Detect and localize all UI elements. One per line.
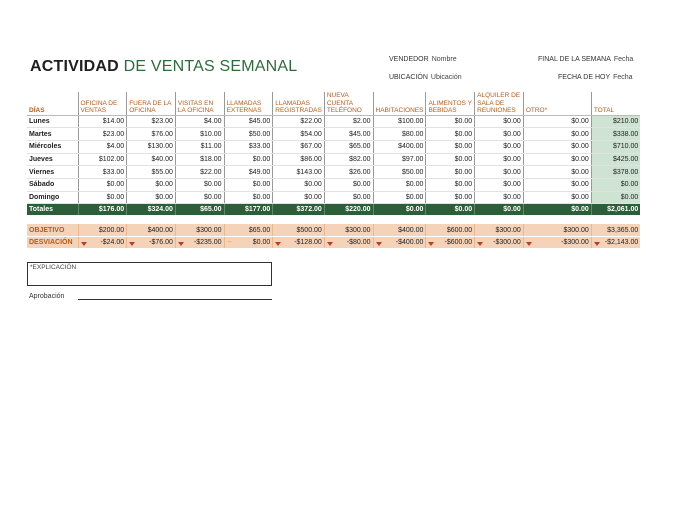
table-cell[interactable]: [523, 153, 591, 166]
fecha-hoy-value[interactable]: Fecha: [613, 74, 633, 81]
deviation-cell[interactable]: [591, 236, 640, 248]
cell-value: $0.00: [571, 168, 589, 176]
deviation-cell[interactable]: [523, 236, 591, 248]
column-header: LLAMADAS REGISTRADAS: [273, 92, 325, 115]
fecha-hoy-field[interactable]: [558, 74, 633, 81]
deviation-cell[interactable]: [224, 236, 273, 248]
deviation-cell[interactable]: [127, 236, 176, 248]
table-cell[interactable]: [175, 140, 224, 153]
cell-value: -$24.00: [100, 239, 125, 247]
cell-value: -$235.00: [193, 239, 222, 247]
table-cell[interactable]: [224, 153, 273, 166]
table-cell[interactable]: [324, 153, 373, 166]
day-row-label: [27, 140, 78, 153]
cell-value: -$400.00: [395, 239, 424, 247]
final-semana-label: FINAL DE LA SEMANA: [538, 56, 611, 63]
cell-value: $50.00: [248, 130, 271, 138]
cell-value: DESVIACIÓN: [29, 239, 73, 247]
cell-value: $0.00: [571, 206, 589, 214]
cell-value: $0.00: [204, 181, 222, 189]
day-row: [27, 178, 640, 191]
table-cell[interactable]: [426, 178, 475, 191]
sales-activity-table: [27, 92, 640, 248]
cell-value: $0.00: [352, 181, 371, 189]
cell-value: $200.00: [98, 226, 125, 234]
cell-value: $67.00: [300, 143, 322, 151]
cell-value: $378.00: [613, 168, 639, 176]
total-cell[interactable]: [426, 204, 475, 216]
cell-value: $22.00: [300, 117, 322, 125]
final-semana-field[interactable]: [538, 56, 633, 63]
cell-value: -$128.00: [294, 239, 322, 247]
table-cell[interactable]: [523, 178, 591, 191]
cell-value: $425.00: [613, 155, 639, 163]
down-arrow-icon: [178, 242, 184, 246]
vendedor-field[interactable]: [389, 56, 457, 63]
table-cell[interactable]: [591, 166, 640, 179]
table-cell[interactable]: [273, 166, 325, 179]
table-cell[interactable]: [224, 178, 273, 191]
objective-cell[interactable]: [273, 224, 325, 236]
cell-value: $0.00: [252, 239, 271, 247]
day-row: [27, 140, 640, 153]
table-cell[interactable]: [475, 128, 524, 141]
cell-value: $0.00: [252, 155, 271, 163]
cell-value: $33.00: [102, 168, 125, 176]
fecha-hoy-label: FECHA DE HOY: [558, 74, 611, 81]
spacer-cell: [27, 215, 640, 224]
cell-value: $102.00: [98, 155, 125, 163]
table-cell[interactable]: [127, 140, 176, 153]
deviation-cell[interactable]: [324, 236, 373, 248]
totals-row-label: [27, 204, 78, 216]
title-bold: ACTIVIDAD: [30, 58, 119, 75]
equal-arrows-icon: ⇔: [226, 239, 233, 246]
cell-value: $0.00: [454, 206, 473, 214]
cell-value: Lunes: [29, 117, 50, 125]
cell-value: $0.00: [106, 181, 125, 189]
spacer-row: [27, 215, 640, 224]
cell-value: $100.00: [398, 117, 424, 125]
down-arrow-icon: [81, 242, 87, 246]
cell-value: -$2,143.00: [604, 239, 639, 247]
total-cell[interactable]: [224, 204, 273, 216]
cell-value: $0.00: [454, 143, 473, 151]
cell-value: $0.00: [571, 143, 589, 151]
cell-value: $324.00: [147, 206, 173, 214]
cell-value: $0.00: [571, 117, 589, 125]
cell-value: $45.00: [248, 117, 271, 125]
vendedor-label: VENDEDOR: [389, 56, 429, 63]
total-cell[interactable]: [175, 204, 224, 216]
cell-value: $500.00: [296, 226, 322, 234]
day-row-label: [27, 115, 78, 128]
column-header: NUEVA CUENTA TELÉFONO: [324, 92, 373, 115]
cell-value: $0.00: [204, 193, 222, 201]
total-cell[interactable]: [373, 204, 426, 216]
cell-value: $2,061.00: [607, 206, 639, 214]
cell-value: $86.00: [300, 155, 322, 163]
deviation-cell[interactable]: [426, 236, 475, 248]
explanation-label: *EXPLICACIÓN: [30, 264, 77, 271]
column-header: ALIMENTOS Y BEBIDAS: [426, 92, 475, 115]
table-cell[interactable]: [475, 191, 524, 204]
vendedor-value[interactable]: Nombre: [431, 56, 457, 63]
totals-row: [27, 204, 640, 216]
table-cell[interactable]: [373, 153, 426, 166]
cell-value: $23.00: [102, 130, 125, 138]
down-arrow-icon: [594, 242, 600, 246]
objective-cell[interactable]: [127, 224, 176, 236]
table-cell[interactable]: [475, 153, 524, 166]
total-cell[interactable]: [273, 204, 325, 216]
day-row: [27, 166, 640, 179]
table-cell[interactable]: [175, 128, 224, 141]
cell-value: Viernes: [29, 168, 55, 176]
table-cell[interactable]: [224, 166, 273, 179]
table-cell[interactable]: [591, 191, 640, 204]
total-cell[interactable]: [127, 204, 176, 216]
cell-value: $130.00: [147, 143, 173, 151]
cell-value: $0.00: [405, 193, 424, 201]
table-cell[interactable]: [78, 140, 127, 153]
cell-value: $0.00: [106, 193, 125, 201]
table-cell[interactable]: [373, 178, 426, 191]
cell-value: $3,365.00: [607, 226, 639, 234]
approval-line[interactable]: [78, 299, 272, 300]
table-cell[interactable]: [224, 128, 273, 141]
table-cell[interactable]: [273, 178, 325, 191]
objective-cell[interactable]: [475, 224, 524, 236]
column-header: OTRO*: [523, 92, 591, 115]
cell-value: $0.00: [620, 181, 639, 189]
cell-value: $22.00: [200, 168, 222, 176]
cell-value: Jueves: [29, 155, 53, 163]
objetivo-row: [27, 224, 640, 236]
table-cell[interactable]: [426, 140, 475, 153]
total-cell[interactable]: [78, 204, 127, 216]
cell-value: $0.00: [503, 143, 521, 151]
cell-value: $143.00: [296, 168, 322, 176]
cell-value: OBJETIVO: [29, 226, 65, 234]
cell-value: -$300.00: [561, 239, 589, 247]
cell-value: $300.00: [563, 226, 589, 234]
deviation-cell[interactable]: [475, 236, 524, 248]
cell-value: $10.00: [200, 130, 222, 138]
table-cell[interactable]: [224, 115, 273, 128]
cell-value: $0.00: [252, 193, 271, 201]
desviacion-row: [27, 236, 640, 248]
table-cell[interactable]: [373, 115, 426, 128]
ubicacion-label: UBICACIÓN: [389, 74, 428, 81]
cell-value: $0.00: [304, 193, 322, 201]
cell-value: $0.00: [571, 130, 589, 138]
cell-value: -$300.00: [493, 239, 521, 247]
cell-value: $4.00: [204, 117, 222, 125]
cell-value: $300.00: [495, 226, 521, 234]
cell-value: $0.00: [454, 181, 473, 189]
table-cell[interactable]: [475, 166, 524, 179]
cell-value: $400.00: [147, 226, 173, 234]
day-row: [27, 191, 640, 204]
cell-value: $177.00: [244, 206, 271, 214]
cell-value: $0.00: [503, 130, 521, 138]
desviacion-row-label: [27, 236, 78, 248]
table-cell[interactable]: [523, 166, 591, 179]
table-cell[interactable]: [127, 178, 176, 191]
cell-value: $76.00: [151, 130, 173, 138]
table-cell[interactable]: [324, 191, 373, 204]
cell-value: $0.00: [571, 193, 589, 201]
table-cell[interactable]: [475, 115, 524, 128]
cell-value: $0.00: [304, 181, 322, 189]
final-semana-value[interactable]: Fecha: [613, 56, 634, 63]
cell-value: $0.00: [454, 155, 473, 163]
cell-value: Sábado: [29, 181, 55, 189]
day-row-label: [27, 191, 78, 204]
cell-value: $55.00: [151, 168, 173, 176]
cell-value: $400.00: [398, 226, 424, 234]
cell-value: $23.00: [151, 117, 173, 125]
table-cell[interactable]: [127, 115, 176, 128]
total-cell[interactable]: [324, 204, 373, 216]
table-cell[interactable]: [127, 191, 176, 204]
table-cell[interactable]: [373, 191, 426, 204]
table-cell[interactable]: [175, 166, 224, 179]
day-row-label: [27, 153, 78, 166]
day-row: [27, 115, 640, 128]
column-header-days: DÍAS: [27, 92, 78, 115]
table-cell[interactable]: [127, 153, 176, 166]
objective-cell[interactable]: [78, 224, 127, 236]
cell-value: $0.00: [352, 193, 371, 201]
table-cell[interactable]: [591, 115, 640, 128]
objective-cell[interactable]: [591, 224, 640, 236]
table-cell[interactable]: [175, 178, 224, 191]
table-cell[interactable]: [426, 115, 475, 128]
cell-value: $82.00: [349, 155, 371, 163]
table-cell[interactable]: [273, 128, 325, 141]
cell-value: $65.00: [200, 206, 222, 214]
table-cell[interactable]: [373, 128, 426, 141]
objective-cell[interactable]: [373, 224, 426, 236]
cell-value: $338.00: [613, 130, 639, 138]
column-header: HABITACIONES: [373, 92, 426, 115]
table-cell[interactable]: [523, 128, 591, 141]
down-arrow-icon: [428, 242, 434, 246]
cell-value: $33.00: [248, 143, 271, 151]
table-cell[interactable]: [78, 115, 127, 128]
table-cell[interactable]: [475, 140, 524, 153]
objetivo-row-label: [27, 224, 78, 236]
cell-value: $50.00: [402, 168, 424, 176]
cell-value: $0.00: [503, 117, 521, 125]
cell-value: $11.00: [200, 143, 222, 151]
cell-value: $14.00: [102, 117, 125, 125]
table-cell[interactable]: [475, 178, 524, 191]
cell-value: $300.00: [345, 226, 371, 234]
objective-cell[interactable]: [426, 224, 475, 236]
day-row: [27, 153, 640, 166]
table-cell[interactable]: [273, 191, 325, 204]
table-cell[interactable]: [426, 166, 475, 179]
table-cell[interactable]: [373, 166, 426, 179]
cell-value: $0.00: [503, 168, 521, 176]
table-cell[interactable]: [591, 153, 640, 166]
column-header-total: TOTAL: [591, 92, 640, 115]
cell-value: $26.00: [349, 168, 371, 176]
cell-value: $18.00: [200, 155, 222, 163]
cell-value: $45.00: [349, 130, 371, 138]
explanation-box[interactable]: [27, 262, 272, 286]
deviation-cell[interactable]: [175, 236, 224, 248]
table-cell[interactable]: [523, 115, 591, 128]
cell-value: $0.00: [252, 181, 271, 189]
cell-value: $372.00: [296, 206, 322, 214]
cell-value: $0.00: [503, 206, 521, 214]
header-row: [27, 92, 640, 115]
cell-value: $710.00: [613, 143, 639, 151]
column-header: OFICINA DE VENTAS: [78, 92, 127, 115]
table-cell[interactable]: [373, 140, 426, 153]
cell-value: $2.00: [352, 117, 371, 125]
cell-value: $400.00: [398, 143, 424, 151]
table-cell[interactable]: [78, 153, 127, 166]
table-cell[interactable]: [426, 153, 475, 166]
cell-value: -$600.00: [444, 239, 473, 247]
cell-value: $0.00: [454, 130, 473, 138]
table-cell[interactable]: [273, 140, 325, 153]
down-arrow-icon: [275, 242, 281, 246]
cell-value: $176.00: [98, 206, 125, 214]
day-row-label: [27, 166, 78, 179]
cell-value: $49.00: [248, 168, 271, 176]
table-cell[interactable]: [273, 115, 325, 128]
day-row-label: [27, 178, 78, 191]
table-cell[interactable]: [224, 140, 273, 153]
table-cell[interactable]: [78, 128, 127, 141]
approval-label: Aprobación: [29, 293, 65, 300]
title-rest: DE VENTAS SEMANAL: [123, 58, 298, 75]
table-cell[interactable]: [591, 128, 640, 141]
cell-value: Domingo: [29, 193, 60, 201]
cell-value: $65.00: [248, 226, 271, 234]
total-cell[interactable]: [475, 204, 524, 216]
cell-value: $210.00: [613, 117, 639, 125]
table-cell[interactable]: [324, 140, 373, 153]
deviation-cell[interactable]: [373, 236, 426, 248]
down-arrow-icon: [376, 242, 382, 246]
down-arrow-icon: [477, 242, 483, 246]
deviation-cell[interactable]: [273, 236, 325, 248]
cell-value: $54.00: [300, 130, 322, 138]
table-cell[interactable]: [127, 128, 176, 141]
cell-value: $220.00: [345, 206, 371, 214]
column-header: ALQUILER DE SALA DE REUNIONES: [475, 92, 524, 115]
cell-value: $300.00: [196, 226, 222, 234]
cell-value: $0.00: [571, 155, 589, 163]
cell-value: $80.00: [402, 130, 424, 138]
cell-value: $0.00: [454, 117, 473, 125]
column-header: VISITAS EN LA OFICINA: [175, 92, 224, 115]
cell-value: $0.00: [503, 193, 521, 201]
table-cell[interactable]: [426, 191, 475, 204]
table-cell[interactable]: [175, 191, 224, 204]
table-cell[interactable]: [426, 128, 475, 141]
cell-value: $40.00: [151, 155, 173, 163]
day-row: [27, 128, 640, 141]
objective-cell[interactable]: [324, 224, 373, 236]
table-cell[interactable]: [78, 178, 127, 191]
cell-value: $0.00: [571, 181, 589, 189]
deviation-cell[interactable]: [78, 236, 127, 248]
cell-value: $0.00: [454, 168, 473, 176]
page-title: [30, 58, 297, 76]
table-cell[interactable]: [324, 178, 373, 191]
cell-value: $0.00: [155, 193, 173, 201]
table-cell[interactable]: [78, 191, 127, 204]
table-cell[interactable]: [273, 153, 325, 166]
down-arrow-icon: [526, 242, 532, 246]
cell-value: $0.00: [620, 193, 639, 201]
ubicacion-value[interactable]: Ubicación: [430, 74, 462, 81]
cell-value: $0.00: [405, 206, 424, 214]
cell-value: $0.00: [454, 193, 473, 201]
column-header: FUERA DE LA OFICINA: [127, 92, 176, 115]
cell-value: Martes: [29, 130, 52, 138]
cell-value: -$80.00: [346, 239, 371, 247]
total-cell[interactable]: [523, 204, 591, 216]
objective-cell[interactable]: [175, 224, 224, 236]
cell-value: $0.00: [503, 181, 521, 189]
ubicacion-field[interactable]: [389, 74, 462, 81]
cell-value: $0.00: [155, 181, 173, 189]
table-cell[interactable]: [523, 191, 591, 204]
down-arrow-icon: [327, 242, 333, 246]
table-cell[interactable]: [224, 191, 273, 204]
day-row-label: [27, 128, 78, 141]
table-cell[interactable]: [591, 178, 640, 191]
table-cell[interactable]: [324, 115, 373, 128]
cell-value: $0.00: [503, 155, 521, 163]
table-cell[interactable]: [127, 166, 176, 179]
table-cell[interactable]: [78, 166, 127, 179]
objective-cell[interactable]: [224, 224, 273, 236]
down-arrow-icon: [129, 242, 135, 246]
objective-cell[interactable]: [523, 224, 591, 236]
table-cell[interactable]: [523, 140, 591, 153]
cell-value: $4.00: [106, 143, 125, 151]
table-cell[interactable]: [591, 140, 640, 153]
table-cell[interactable]: [175, 115, 224, 128]
cell-value: $0.00: [405, 181, 424, 189]
cell-value: $97.00: [402, 155, 424, 163]
table-cell[interactable]: [175, 153, 224, 166]
cell-value: Miércoles: [29, 143, 62, 151]
table-cell[interactable]: [324, 166, 373, 179]
cell-value: Totales: [29, 206, 53, 214]
column-header: LLAMADAS EXTERNAS: [224, 92, 273, 115]
cell-value: -$76.00: [149, 239, 173, 247]
cell-value: $65.00: [349, 143, 371, 151]
total-cell[interactable]: [591, 204, 640, 216]
cell-value: $600.00: [446, 226, 473, 234]
table-cell[interactable]: [324, 128, 373, 141]
